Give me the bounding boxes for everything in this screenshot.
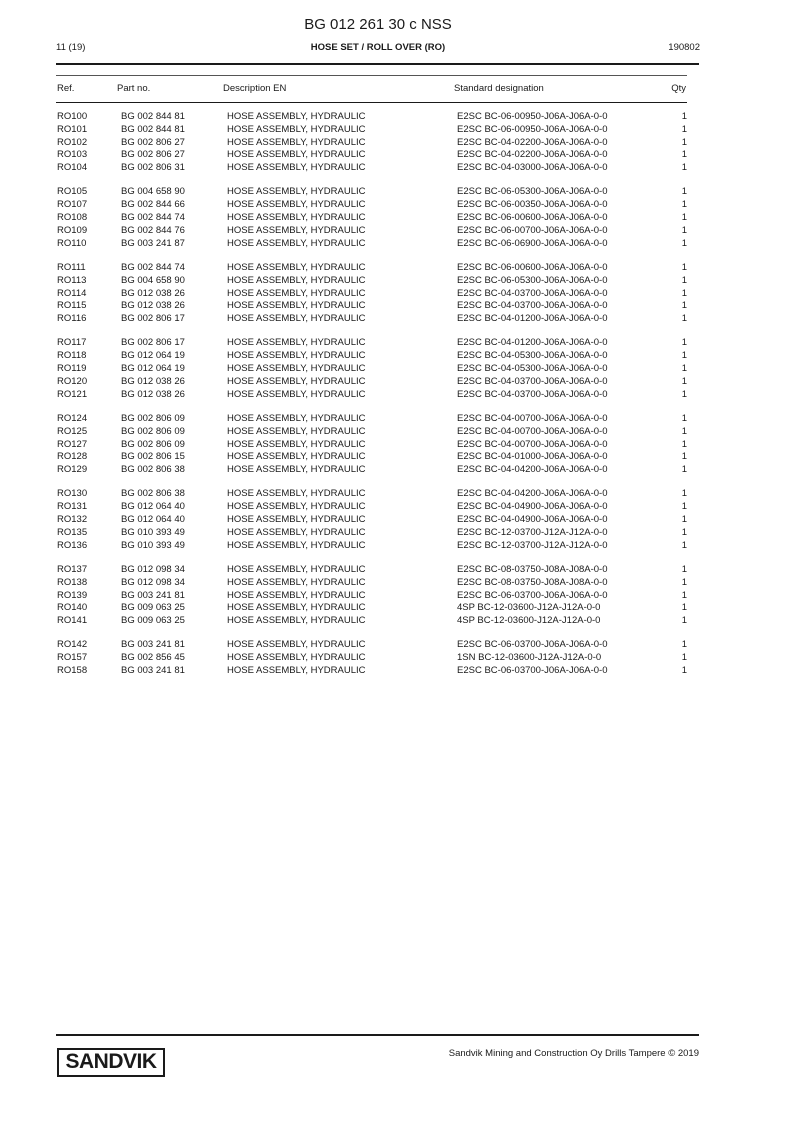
table-row	[0, 426, 794, 439]
row-part-no: BG 003 241 87	[121, 237, 185, 249]
row-standard: 4SP BC-12-03600-J12A-J12A-0-0	[457, 602, 601, 614]
row-qty: 1	[681, 212, 687, 224]
table-row	[0, 564, 794, 577]
row-qty: 1	[681, 375, 687, 387]
row-standard: 1SN BC-12-03600-J12A-J12A-0-0	[457, 652, 602, 664]
row-standard: E2SC BC-04-01000-J06A-J06A-0-0	[457, 451, 608, 463]
row-group	[0, 186, 794, 250]
row-part-no: BG 012 098 34	[121, 576, 185, 588]
table-row	[0, 262, 794, 275]
table-row	[0, 389, 794, 402]
column-header-ref: Ref.	[57, 83, 75, 94]
row-description: HOSE ASSEMBLY, HYDRAULIC	[227, 261, 366, 273]
row-qty: 1	[681, 526, 687, 538]
row-ref: RO110	[57, 237, 87, 249]
row-ref: RO132	[57, 514, 88, 526]
row-description: HOSE ASSEMBLY, HYDRAULIC	[227, 350, 366, 362]
document-date: 190802	[668, 42, 700, 53]
row-qty: 1	[681, 514, 687, 526]
table-row	[0, 439, 794, 452]
row-qty: 1	[681, 261, 687, 273]
row-group	[0, 111, 794, 175]
row-part-no: BG 003 241 81	[121, 639, 185, 651]
row-ref: RO116	[57, 313, 87, 325]
table-row	[0, 162, 794, 175]
table-row	[0, 124, 794, 137]
row-part-no: BG 002 806 09	[121, 438, 185, 450]
table-row	[0, 300, 794, 313]
column-header-standard: Standard designation	[454, 83, 544, 94]
row-part-no: BG 004 658 90	[121, 274, 185, 286]
row-standard: E2SC BC-04-03700-J06A-J06A-0-0	[457, 300, 608, 312]
row-standard: E2SC BC-04-03700-J06A-J06A-0-0	[457, 375, 608, 387]
row-qty: 1	[681, 224, 687, 236]
table-row	[0, 288, 794, 301]
row-standard: E2SC BC-12-03700-J12A-J12A-0-0	[457, 526, 608, 538]
row-standard: E2SC BC-04-02200-J06A-J06A-0-0	[457, 136, 608, 148]
row-description: HOSE ASSEMBLY, HYDRAULIC	[227, 563, 366, 575]
row-standard: E2SC BC-04-01200-J06A-J06A-0-0	[457, 337, 608, 349]
row-description: HOSE ASSEMBLY, HYDRAULIC	[227, 652, 366, 664]
row-qty: 1	[681, 350, 687, 362]
row-standard: E2SC BC-08-03750-J08A-J08A-0-0	[457, 563, 608, 575]
table-row	[0, 149, 794, 162]
row-part-no: BG 002 844 81	[121, 123, 185, 135]
row-ref: RO113	[57, 274, 87, 286]
row-standard: E2SC BC-04-05300-J06A-J06A-0-0	[457, 350, 608, 362]
row-ref: RO101	[57, 123, 88, 135]
row-standard: 4SP BC-12-03600-J12A-J12A-0-0	[457, 615, 601, 627]
row-standard: E2SC BC-04-03700-J06A-J06A-0-0	[457, 287, 608, 299]
row-description: HOSE ASSEMBLY, HYDRAULIC	[227, 111, 366, 122]
row-qty: 1	[681, 237, 687, 249]
row-qty: 1	[681, 664, 687, 676]
column-header-description: Description EN	[223, 83, 287, 94]
row-qty: 1	[681, 274, 687, 286]
row-qty: 1	[681, 652, 687, 664]
table-row	[0, 111, 794, 124]
row-description: HOSE ASSEMBLY, HYDRAULIC	[227, 451, 366, 463]
row-part-no: BG 012 038 26	[121, 375, 185, 387]
row-qty: 1	[681, 388, 687, 400]
row-standard: E2SC BC-06-00700-J06A-J06A-0-0	[457, 224, 608, 236]
page-number: 11 (19)	[56, 42, 86, 53]
row-standard: E2SC BC-06-00350-J06A-J06A-0-0	[457, 199, 608, 211]
row-ref: RO117	[57, 337, 87, 349]
row-ref: RO124	[57, 412, 88, 424]
row-qty: 1	[681, 438, 687, 450]
table-row	[0, 665, 794, 678]
row-description: HOSE ASSEMBLY, HYDRAULIC	[227, 639, 366, 651]
row-description: HOSE ASSEMBLY, HYDRAULIC	[227, 162, 366, 174]
row-ref: RO111	[57, 261, 86, 273]
row-ref: RO127	[57, 438, 88, 450]
column-header-bottom-rule	[56, 102, 687, 103]
table-row	[0, 337, 794, 350]
row-description: HOSE ASSEMBLY, HYDRAULIC	[227, 425, 366, 437]
row-standard: E2SC BC-06-03700-J06A-J06A-0-0	[457, 639, 608, 651]
row-standard: E2SC BC-06-03700-J06A-J06A-0-0	[457, 664, 608, 676]
row-standard: E2SC BC-06-05300-J06A-J06A-0-0	[457, 186, 608, 198]
row-description: HOSE ASSEMBLY, HYDRAULIC	[227, 501, 366, 513]
row-ref: RO107	[57, 199, 88, 211]
document-title: BG 012 261 30 c NSS	[304, 16, 452, 33]
footer-rule	[56, 1034, 699, 1036]
section-title: HOSE SET / ROLL OVER (RO)	[310, 42, 446, 53]
row-standard: E2SC BC-04-04900-J06A-J06A-0-0	[457, 514, 608, 526]
table-row	[0, 639, 794, 652]
row-qty: 1	[681, 425, 687, 437]
row-part-no: BG 002 844 74	[121, 212, 185, 224]
table-row	[0, 137, 794, 150]
row-description: HOSE ASSEMBLY, HYDRAULIC	[227, 438, 366, 450]
row-qty: 1	[681, 186, 687, 198]
table-row	[0, 363, 794, 376]
row-qty: 1	[681, 111, 687, 122]
table-row	[0, 577, 794, 590]
row-description: HOSE ASSEMBLY, HYDRAULIC	[227, 464, 366, 476]
table-row	[0, 275, 794, 288]
row-part-no: BG 012 038 26	[121, 300, 185, 312]
row-part-no: BG 012 064 19	[121, 363, 185, 375]
table-row	[0, 602, 794, 615]
row-qty: 1	[681, 539, 687, 551]
row-description: HOSE ASSEMBLY, HYDRAULIC	[227, 488, 366, 500]
row-ref: RO115	[57, 300, 87, 312]
row-part-no: BG 002 806 09	[121, 412, 185, 424]
row-description: HOSE ASSEMBLY, HYDRAULIC	[227, 237, 366, 249]
row-ref: RO114	[57, 287, 87, 299]
sandvik-logo: SANDVIK	[57, 1048, 165, 1077]
row-part-no: BG 012 064 40	[121, 501, 185, 513]
row-description: HOSE ASSEMBLY, HYDRAULIC	[227, 664, 366, 676]
row-standard: E2SC BC-04-03700-J06A-J06A-0-0	[457, 388, 608, 400]
row-group	[0, 413, 794, 477]
row-qty: 1	[681, 162, 687, 174]
row-qty: 1	[681, 123, 687, 135]
row-qty: 1	[681, 563, 687, 575]
row-ref: RO100	[57, 111, 88, 122]
row-standard: E2SC BC-08-03750-J08A-J08A-0-0	[457, 576, 608, 588]
row-description: HOSE ASSEMBLY, HYDRAULIC	[227, 363, 366, 375]
column-header-part-no: Part no.	[117, 83, 151, 94]
row-ref: RO102	[57, 136, 88, 148]
table-row	[0, 652, 794, 665]
row-standard: E2SC BC-04-04200-J06A-J06A-0-0	[457, 464, 608, 476]
row-part-no: BG 002 844 66	[121, 199, 185, 211]
row-standard: E2SC BC-04-01200-J06A-J06A-0-0	[457, 313, 608, 325]
row-standard: E2SC BC-06-00600-J06A-J06A-0-0	[457, 261, 608, 273]
row-standard: E2SC BC-06-00950-J06A-J06A-0-0	[457, 123, 608, 135]
row-part-no: BG 002 806 38	[121, 488, 185, 500]
column-header-qty: Qty	[671, 83, 686, 94]
table-row	[0, 350, 794, 363]
row-ref: RO103	[57, 149, 88, 161]
row-description: HOSE ASSEMBLY, HYDRAULIC	[227, 274, 366, 286]
row-standard: E2SC BC-06-00600-J06A-J06A-0-0	[457, 212, 608, 224]
row-part-no: BG 010 393 49	[121, 526, 185, 538]
row-part-no: BG 003 241 81	[121, 664, 185, 676]
row-part-no: BG 002 806 38	[121, 464, 185, 476]
row-qty: 1	[681, 589, 687, 601]
row-qty: 1	[681, 639, 687, 651]
row-description: HOSE ASSEMBLY, HYDRAULIC	[227, 388, 366, 400]
row-standard: E2SC BC-06-00950-J06A-J06A-0-0	[457, 111, 608, 122]
row-ref: RO109	[57, 224, 88, 236]
table-row	[0, 376, 794, 389]
row-qty: 1	[681, 576, 687, 588]
row-part-no: BG 009 063 25	[121, 615, 185, 627]
row-group	[0, 639, 794, 677]
row-part-no: BG 002 806 15	[121, 451, 185, 463]
row-description: HOSE ASSEMBLY, HYDRAULIC	[227, 576, 366, 588]
copyright-text: Sandvik Mining and Construction Oy Drills Tampere © 2019	[448, 1048, 699, 1059]
table-row	[0, 238, 794, 251]
row-ref: RO118	[57, 350, 87, 362]
row-group	[0, 337, 794, 401]
row-ref: RO130	[57, 488, 88, 500]
row-ref: RO119	[57, 363, 87, 375]
row-part-no: BG 002 844 81	[121, 111, 185, 122]
row-standard: E2SC BC-06-05300-J06A-J06A-0-0	[457, 274, 608, 286]
row-ref: RO138	[57, 576, 88, 588]
row-description: HOSE ASSEMBLY, HYDRAULIC	[227, 300, 366, 312]
row-description: HOSE ASSEMBLY, HYDRAULIC	[227, 224, 366, 236]
row-part-no: BG 002 806 17	[121, 337, 185, 349]
row-description: HOSE ASSEMBLY, HYDRAULIC	[227, 136, 366, 148]
row-qty: 1	[681, 602, 687, 614]
row-ref: RO158	[57, 664, 88, 676]
row-qty: 1	[681, 451, 687, 463]
row-standard: E2SC BC-04-05300-J06A-J06A-0-0	[457, 363, 608, 375]
table-row	[0, 225, 794, 238]
table-row	[0, 464, 794, 477]
parts-table	[0, 111, 794, 689]
table-row	[0, 186, 794, 199]
row-part-no: BG 002 844 76	[121, 224, 185, 236]
table-row	[0, 514, 794, 527]
row-part-no: BG 012 064 19	[121, 350, 185, 362]
row-description: HOSE ASSEMBLY, HYDRAULIC	[227, 615, 366, 627]
table-row	[0, 590, 794, 603]
table-row	[0, 199, 794, 212]
row-part-no: BG 012 038 26	[121, 388, 185, 400]
row-qty: 1	[681, 313, 687, 325]
row-ref: RO108	[57, 212, 88, 224]
row-group	[0, 564, 794, 628]
row-standard: E2SC BC-04-04900-J06A-J06A-0-0	[457, 501, 608, 513]
row-ref: RO120	[57, 375, 88, 387]
row-qty: 1	[681, 199, 687, 211]
row-ref: RO121	[57, 388, 88, 400]
row-ref: RO141	[57, 615, 88, 627]
table-row	[0, 488, 794, 501]
row-ref: RO139	[57, 589, 88, 601]
column-header-top-rule	[56, 75, 687, 76]
row-standard: E2SC BC-04-00700-J06A-J06A-0-0	[457, 438, 608, 450]
row-qty: 1	[681, 300, 687, 312]
row-qty: 1	[681, 337, 687, 349]
row-group	[0, 262, 794, 326]
table-row	[0, 413, 794, 426]
row-qty: 1	[681, 615, 687, 627]
row-part-no: BG 002 806 17	[121, 313, 185, 325]
row-standard: E2SC BC-04-00700-J06A-J06A-0-0	[457, 425, 608, 437]
row-ref: RO129	[57, 464, 88, 476]
row-ref: RO137	[57, 563, 88, 575]
header-rule	[56, 63, 699, 65]
row-description: HOSE ASSEMBLY, HYDRAULIC	[227, 313, 366, 325]
row-description: HOSE ASSEMBLY, HYDRAULIC	[227, 602, 366, 614]
row-description: HOSE ASSEMBLY, HYDRAULIC	[227, 375, 366, 387]
row-ref: RO131	[57, 501, 88, 513]
row-part-no: BG 012 038 26	[121, 287, 185, 299]
row-part-no: BG 002 806 09	[121, 425, 185, 437]
row-description: HOSE ASSEMBLY, HYDRAULIC	[227, 186, 366, 198]
table-row	[0, 451, 794, 464]
row-standard: E2SC BC-04-03000-J06A-J06A-0-0	[457, 162, 608, 174]
row-qty: 1	[681, 287, 687, 299]
row-ref: RO140	[57, 602, 88, 614]
table-row	[0, 540, 794, 553]
row-part-no: BG 012 064 40	[121, 514, 185, 526]
row-part-no: BG 002 806 27	[121, 136, 185, 148]
row-ref: RO125	[57, 425, 88, 437]
row-part-no: BG 009 063 25	[121, 602, 185, 614]
row-description: HOSE ASSEMBLY, HYDRAULIC	[227, 287, 366, 299]
row-qty: 1	[681, 363, 687, 375]
row-part-no: BG 002 856 45	[121, 652, 185, 664]
table-row	[0, 527, 794, 540]
row-description: HOSE ASSEMBLY, HYDRAULIC	[227, 212, 366, 224]
row-qty: 1	[681, 412, 687, 424]
row-ref: RO104	[57, 162, 88, 174]
row-standard: E2SC BC-06-06900-J06A-J06A-0-0	[457, 237, 608, 249]
row-part-no: BG 002 806 31	[121, 162, 185, 174]
row-ref: RO136	[57, 539, 88, 551]
row-part-no: BG 002 844 74	[121, 261, 185, 273]
row-qty: 1	[681, 136, 687, 148]
row-description: HOSE ASSEMBLY, HYDRAULIC	[227, 539, 366, 551]
row-qty: 1	[681, 501, 687, 513]
row-description: HOSE ASSEMBLY, HYDRAULIC	[227, 123, 366, 135]
table-row	[0, 212, 794, 225]
row-ref: RO105	[57, 186, 88, 198]
row-qty: 1	[681, 488, 687, 500]
row-standard: E2SC BC-12-03700-J12A-J12A-0-0	[457, 539, 608, 551]
row-description: HOSE ASSEMBLY, HYDRAULIC	[227, 149, 366, 161]
row-group	[0, 488, 794, 552]
table-row	[0, 501, 794, 514]
row-standard: E2SC BC-04-02200-J06A-J06A-0-0	[457, 149, 608, 161]
row-description: HOSE ASSEMBLY, HYDRAULIC	[227, 514, 366, 526]
row-description: HOSE ASSEMBLY, HYDRAULIC	[227, 412, 366, 424]
row-qty: 1	[681, 149, 687, 161]
row-standard: E2SC BC-04-04200-J06A-J06A-0-0	[457, 488, 608, 500]
table-row	[0, 313, 794, 326]
row-description: HOSE ASSEMBLY, HYDRAULIC	[227, 337, 366, 349]
row-part-no: BG 003 241 81	[121, 589, 185, 601]
table-row	[0, 615, 794, 628]
row-qty: 1	[681, 464, 687, 476]
row-description: HOSE ASSEMBLY, HYDRAULIC	[227, 199, 366, 211]
row-ref: RO157	[57, 652, 88, 664]
row-part-no: BG 010 393 49	[121, 539, 185, 551]
row-ref: RO135	[57, 526, 88, 538]
row-ref: RO142	[57, 639, 88, 651]
row-ref: RO128	[57, 451, 88, 463]
row-part-no: BG 012 098 34	[121, 563, 185, 575]
row-description: HOSE ASSEMBLY, HYDRAULIC	[227, 589, 366, 601]
row-part-no: BG 002 806 27	[121, 149, 185, 161]
row-standard: E2SC BC-06-03700-J06A-J06A-0-0	[457, 589, 608, 601]
row-description: HOSE ASSEMBLY, HYDRAULIC	[227, 526, 366, 538]
row-part-no: BG 004 658 90	[121, 186, 185, 198]
row-standard: E2SC BC-04-00700-J06A-J06A-0-0	[457, 412, 608, 424]
